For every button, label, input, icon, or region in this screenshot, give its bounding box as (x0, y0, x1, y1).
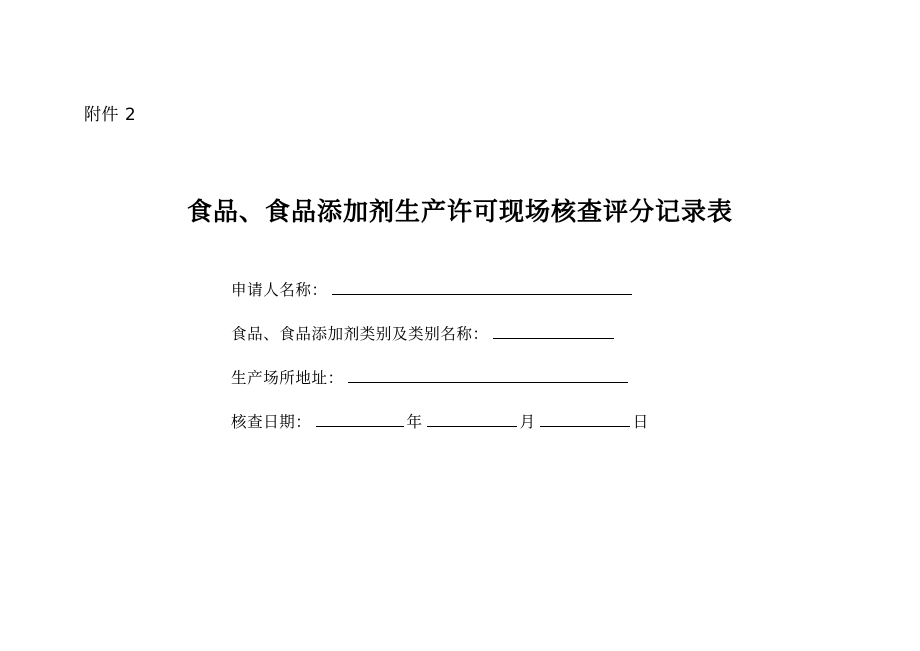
field-input-category[interactable] (493, 323, 614, 339)
field-input-date-day[interactable] (540, 411, 630, 427)
field-category (231, 322, 701, 366)
field-applicant-name (231, 278, 701, 322)
page-title: 食品、食品添加剂生产许可现场核查评分记录表 (186, 197, 733, 226)
field-input-applicant-name[interactable] (332, 279, 632, 295)
date-unit-day: 日 (632, 413, 649, 431)
attachment-label: 附件 2 (84, 105, 137, 125)
form-fields (231, 278, 701, 454)
field-label-applicant-name: 申请人名称： (231, 281, 328, 299)
field-production-address (231, 366, 701, 410)
field-label-production-address: 生产场所地址： (231, 369, 344, 387)
field-input-date-month[interactable] (427, 411, 517, 427)
date-unit-year: 年 (406, 413, 423, 431)
field-label-category: 食品、食品添加剂类别及类别名称： (231, 325, 489, 343)
date-unit-month: 月 (519, 413, 536, 431)
field-input-production-address[interactable] (348, 367, 628, 383)
field-input-date-year[interactable] (316, 411, 404, 427)
field-label-inspection-date: 核查日期： (231, 413, 312, 431)
field-inspection-date (231, 410, 701, 454)
